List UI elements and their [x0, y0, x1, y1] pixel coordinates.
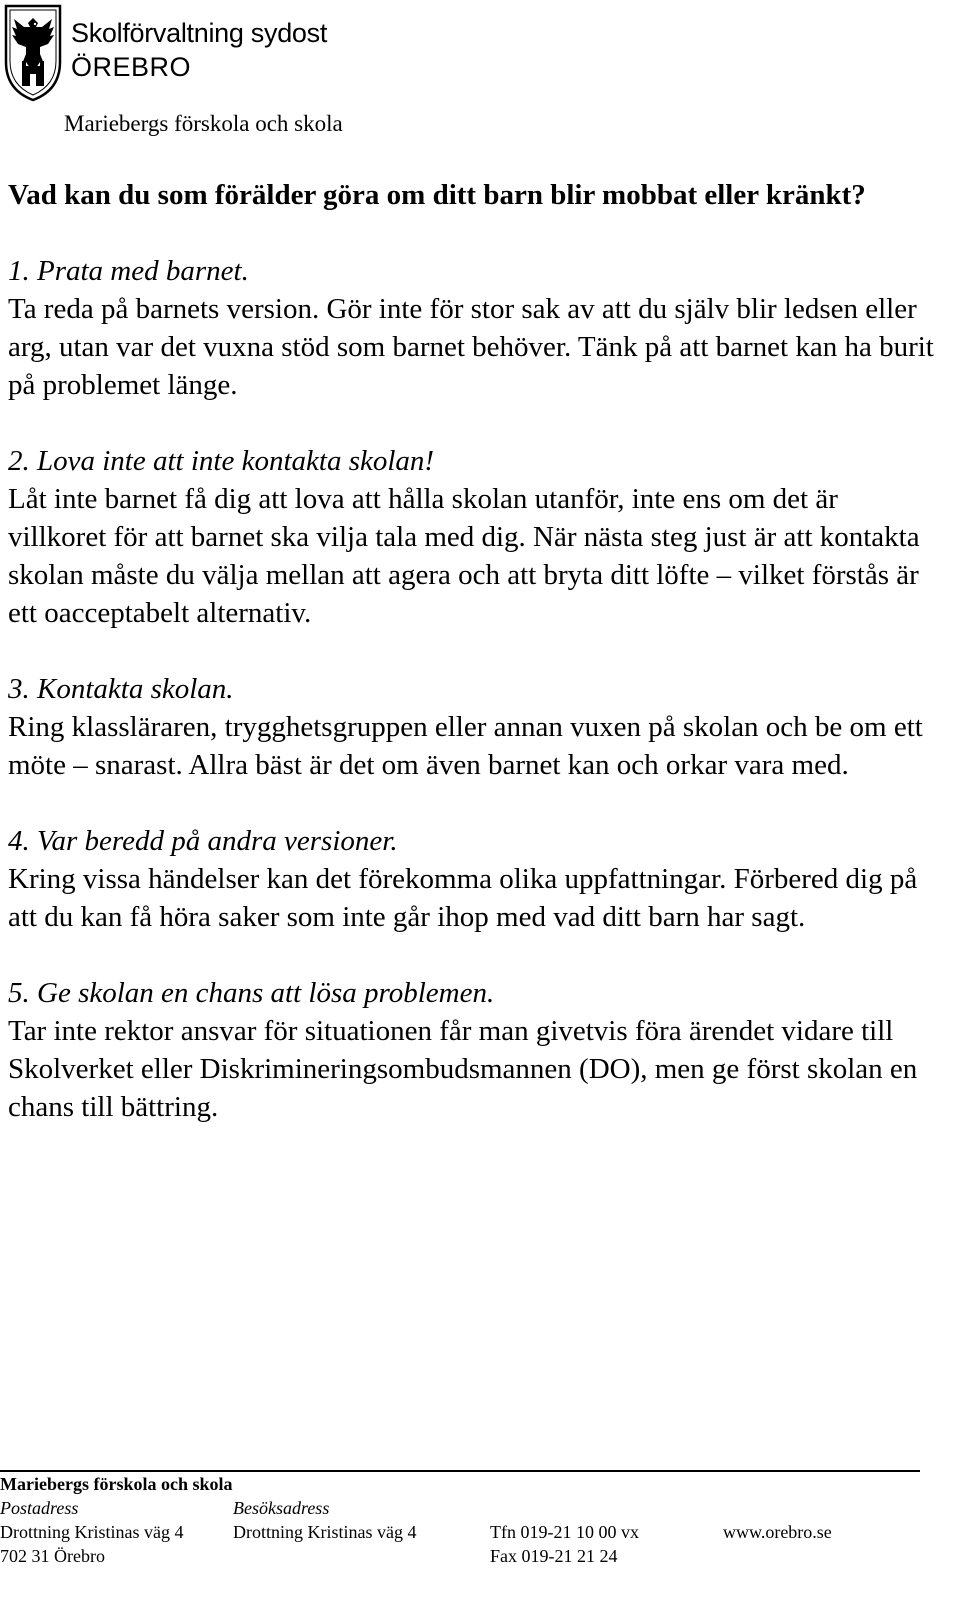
postal-street: Drottning Kristinas väg 4 — [0, 1522, 184, 1542]
section-body: Tar inte rektor ansvar för situationen får man givetvis föra ärendet vidare till Skolverket eller Diskrimineringsombudsmannen (DO), men ge först skolan en chans till bättring. — [8, 1015, 918, 1123]
website-link[interactable]: www.orebro.se — [723, 1522, 832, 1542]
section-body: Ta reda på barnets version. Gör inte för stor sak av att du själv blir ledsen eller arg, utan var det vuxna stöd som barnet behöver. Tänk på att barnet kan ha burit på problemet länge. — [8, 293, 934, 401]
advice-section-2 — [8, 442, 938, 632]
section-heading: 3. Kontakta skolan. — [8, 673, 234, 705]
phone-number: Tfn 019-21 10 00 vx — [490, 1522, 639, 1542]
orebro-coat-of-arms-logo — [2, 4, 64, 102]
page-footer — [0, 1470, 920, 1568]
section-heading: 4. Var beredd på andra versioner. — [8, 825, 398, 857]
visiting-address-label: Besöksadress — [233, 1498, 330, 1518]
school-name: Mariebergs förskola och skola — [64, 111, 343, 136]
organization-name: Skolförvaltning sydost — [71, 18, 328, 48]
section-heading: 2. Lova inte att inte kontakta skolan! — [8, 445, 435, 477]
footer-address-row — [0, 1520, 920, 1544]
postal-city: 702 31 Örebro — [0, 1546, 105, 1566]
section-body: Kring vissa händelser kan det förekomma olika uppfattningar. Förbered dig på att du kan få höra saker som inte går ihop med vad ditt barn har sagt. — [8, 863, 918, 933]
postal-address-label: Postadress — [0, 1498, 79, 1518]
section-body: Låt inte barnet få dig att lova att hålla skolan utanför, inte ens om det är villkoret för att barnet ska vilja tala med dig. När nästa steg just är att kontakta skolan måste du välja mellan att agera och att bryta ditt löfte – vilket förstås är ett oacceptabelt alternativ. — [8, 483, 920, 629]
organization-city: ÖREBRO — [71, 52, 192, 82]
advice-section-3 — [8, 670, 938, 784]
footer-school-name: Mariebergs förskola och skola — [0, 1474, 233, 1494]
document-body — [8, 176, 938, 1164]
footer-city-row — [0, 1544, 920, 1568]
footer-labels-row — [0, 1496, 920, 1520]
advice-section-1 — [8, 252, 938, 404]
document-title: Vad kan du som förälder göra om ditt barn blir mobbat eller kränkt? — [8, 179, 866, 211]
advice-section-4 — [8, 822, 938, 936]
section-body: Ring klassläraren, trygghetsgruppen eller annan vuxen på skolan och be om ett möte – snarast. Allra bäst är det om även barnet kan och orkar vara med. — [8, 711, 923, 781]
advice-section-5 — [8, 974, 938, 1126]
section-heading: 5. Ge skolan en chans att lösa problemen. — [8, 977, 495, 1009]
visiting-street: Drottning Kristinas väg 4 — [233, 1522, 417, 1542]
fax-number: Fax 019-21 21 24 — [490, 1546, 618, 1566]
section-heading: 1. Prata med barnet. — [8, 255, 249, 287]
